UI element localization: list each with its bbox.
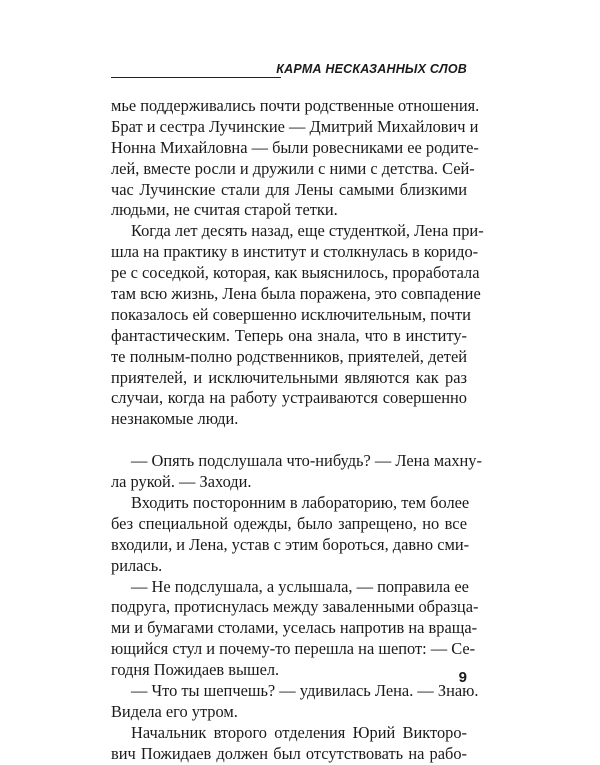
text-line: приятелей, и исключительными являются как раз: [111, 367, 467, 387]
text-line: без специальной одежды, было запрещено, но все: [111, 513, 467, 533]
running-title: КАРМА НЕСКАЗАННЫХ СЛОВ: [276, 62, 467, 76]
text-line: — Что ты шепчешь? — удивилась Лена. — Знаю.: [131, 681, 479, 701]
paragraph-4: [111, 493, 470, 577]
text-line: входили, и Лена, устав с этим бороться, давно сми-: [111, 534, 470, 554]
text-line: — Опять подслушала что-нибудь? — Лена махну-: [131, 451, 482, 471]
header-rule: [111, 77, 281, 78]
body-text: [111, 96, 484, 765]
text-line: фантастическим. Теперь она знала, что в институ-: [111, 325, 467, 345]
text-line: там всю жизнь, Лена была поражена, это совпадение: [111, 284, 481, 304]
text-line: показалось ей совершенно исключительным, почти: [111, 304, 471, 324]
paragraph-2: [111, 221, 484, 430]
text-line: подруга, протиснулась между заваленными образца-: [111, 597, 479, 617]
text-line: Входить посторонним в лабораторию, тем более: [131, 493, 470, 513]
text-line: случаи, когда на работу устраиваются совершенно: [111, 388, 467, 408]
text-line: мье поддерживались почти родственные отношения.: [111, 96, 480, 115]
text-line: ющийся стул и почему-то перешла на шепот: — Се-: [111, 639, 476, 659]
text-line: ла рукой. — Заходи.: [111, 472, 252, 492]
text-line: — Не подслушала, а услышала, — поправила ее: [131, 576, 469, 596]
text-line: вич Пожидаев должен был отсутствовать на рабо-: [111, 743, 467, 763]
text-line: Нонна Михайловна — были ровесниками ее родите-: [111, 137, 479, 157]
text-line: людьми, не считая старой тетки.: [111, 200, 338, 220]
text-line: Когда лет десять назад, еще студенткой, Лена при-: [131, 221, 484, 241]
text-line: ми и бумагами столами, уселась напротив на враща-: [111, 618, 478, 638]
text-line: Начальник второго отделения Юрий Викторо-: [131, 722, 467, 742]
paragraph-7: [111, 723, 467, 765]
paragraph-6: [111, 681, 479, 723]
scene-break: [111, 430, 467, 451]
paragraph-3: [111, 451, 482, 493]
text-line: час Лучинские стали для Лены самыми близкими: [111, 179, 467, 199]
text-line: шла на практику в институт и столкнулась в коридо-: [111, 242, 479, 262]
text-line: ре с соседкой, которая, как выяснилось, проработала: [111, 263, 480, 283]
text-line: Брат и сестра Лучинские — Дмитрий Михайлович и: [111, 116, 479, 136]
text-line: незнакомые люди.: [111, 409, 239, 429]
paragraph-5: [111, 576, 479, 681]
text-line: те полным-полно родственников, приятелей, детей: [111, 346, 467, 366]
paragraph-1: [111, 96, 480, 221]
running-header: [111, 62, 467, 82]
text-line: годня Пожидаев вышел.: [111, 660, 280, 680]
text-line: Видела его утром.: [111, 701, 238, 721]
page-number: 9: [458, 669, 467, 686]
text-line: рилась.: [111, 555, 163, 575]
text-line: лей, вместе росли и дружили с ними с детства. Сей-: [111, 158, 475, 178]
